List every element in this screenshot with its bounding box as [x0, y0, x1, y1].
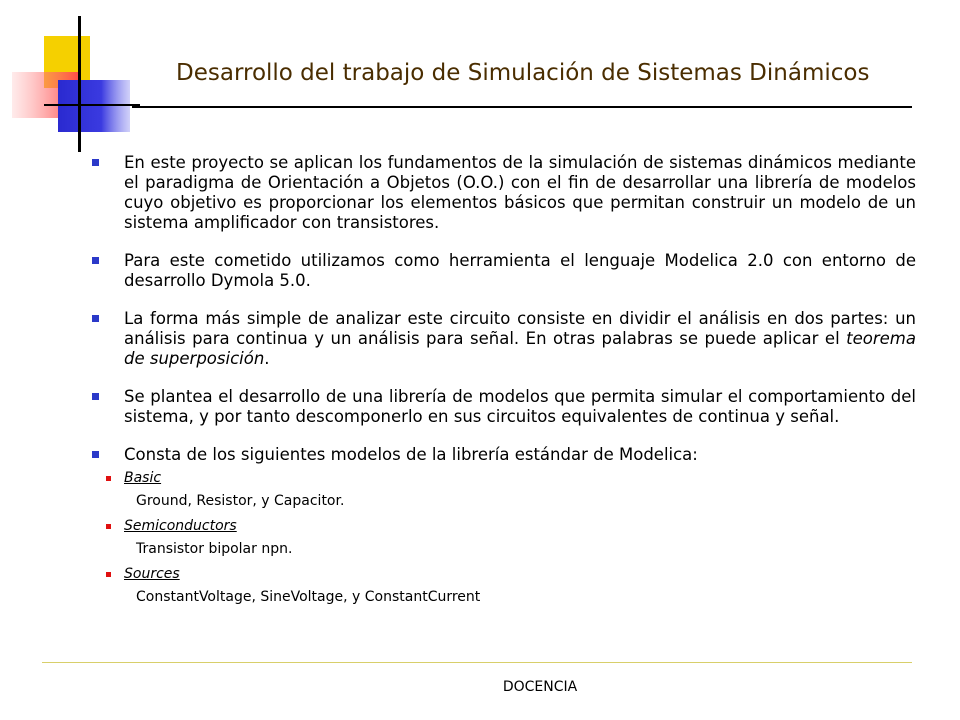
bullet-square-icon — [92, 393, 99, 400]
bullet-item — [92, 309, 916, 369]
sub-bullet-square-icon — [106, 524, 111, 529]
sub-bullet-square-icon — [106, 572, 111, 577]
bullet-text: Se plantea el desarrollo de una librería de modelos que permita simular el comportamiento del sistema, y por tanto descomponerlo en sus circuitos equivalentes de continua y señal. — [124, 387, 916, 426]
bullet-square-icon — [92, 315, 99, 322]
library-models: Ground, Resistor, y Capacitor. — [136, 493, 345, 509]
title-divider — [132, 106, 912, 108]
library-models: Transistor bipolar npn. — [136, 541, 293, 557]
bullet-text: Para este cometido utilizamos como herramienta el lenguaje Modelica 2.0 con entorno de desarrollo Dymola 5.0. — [124, 251, 916, 290]
sub-bullet-square-icon — [106, 476, 111, 481]
slide-content — [92, 153, 916, 613]
library-models: ConstantVoltage, SineVoltage, y ConstantCurrent — [136, 589, 481, 605]
bullet-text-end: . — [264, 349, 270, 368]
page-title: Desarrollo del trabajo de Simulación de Sistemas Dinámicos — [176, 60, 870, 86]
library-item-basic — [92, 469, 916, 487]
bullet-text: Consta de los siguientes modelos de la librería estándar de Modelica: — [124, 445, 698, 464]
bullet-square-icon — [92, 451, 99, 458]
bullet-square-icon — [92, 159, 99, 166]
bullet-text: La forma más simple de analizar este circuito consiste en dividir el análisis en dos partes: un análisis para continua y un análisis para señal. En otras palabras se puede aplicar el — [124, 309, 916, 348]
decorative-logo — [0, 0, 140, 160]
footer-divider — [42, 662, 912, 663]
bullet-text: En este proyecto se aplican los fundamentos de la simulación de sistemas dinámicos mediante el paradigma de Orientación a Objetos (O.O.) con el fin de desarrollar una librería de modelos cuyo objetivo es proporcionar los elementos básicos que permitan construir un modelo de un sistema amplificador con transistores. — [124, 153, 916, 232]
bullet-emphasis: teorema de superposición — [124, 329, 916, 368]
bullet-item — [92, 387, 916, 427]
bullet-item — [92, 153, 916, 233]
footer-text: DOCENCIA — [502, 679, 578, 695]
library-name: Semiconductors — [124, 518, 237, 534]
library-name: Sources — [124, 566, 180, 582]
library-item-sources — [92, 565, 916, 583]
library-name: Basic — [124, 470, 162, 486]
library-item-semiconductors — [92, 517, 916, 535]
bullet-item — [92, 251, 916, 291]
bullet-square-icon — [92, 257, 99, 264]
bullet-item — [92, 445, 916, 465]
